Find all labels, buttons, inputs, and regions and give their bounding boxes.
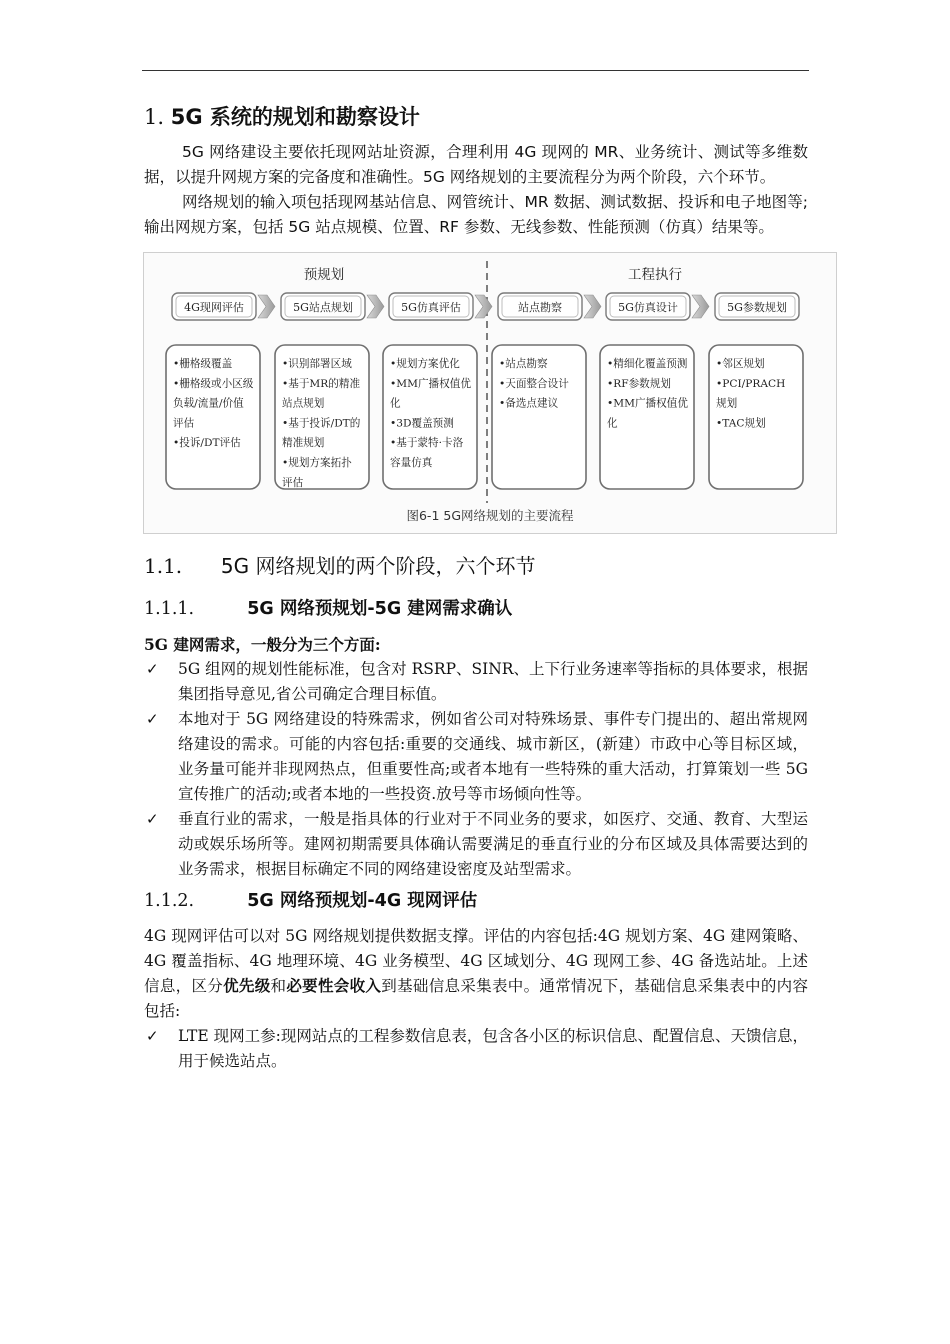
heading-1-1-2-title: 5G 网络预规划-4G 现网评估	[247, 891, 478, 911]
flow-step-label: 4G现网评估	[184, 301, 244, 314]
flow-detail-line: •基于MR的精准	[282, 377, 361, 390]
flow-diagram	[144, 253, 836, 533]
flow-detail-box	[275, 345, 369, 489]
flow-detail-line: •MM广播权值优	[607, 397, 688, 410]
heading-1-1-title: 5G 网络规划的两个阶段，六个环节	[220, 554, 536, 578]
heading-1-1-number: 1.1.	[144, 554, 183, 578]
list-item: ✓ LTE 现网工参:现网站点的工程参数信息表，包含各小区的标识信息、配置信息、天馈信息，用于候选站点。	[144, 1024, 808, 1074]
list-item: ✓ 5G 组网的规划性能标准，包含对 RSRP、SINR、上下行业务速率等指标的具体要求，根据集团指导意见,省公司确定合理目标值。	[144, 657, 808, 707]
chevron-arrow-icon	[475, 295, 492, 318]
flow-detail-line: •站点勘察	[499, 358, 548, 370]
flow-detail-line: •MM广播权值优	[390, 377, 471, 390]
flow-step-label: 5G参数规划	[727, 301, 787, 314]
flow-detail-line: 化	[607, 417, 618, 430]
flow-detail-line: •RF参数规划	[607, 377, 671, 390]
requirements-list	[144, 657, 808, 882]
check-icon: ✓	[146, 660, 159, 678]
flow-detail-line: 负载/流量/价值	[173, 397, 244, 410]
flow-detail-box	[383, 345, 477, 489]
flow-detail-line: 精准规划	[282, 437, 325, 450]
flow-step-label: 5G站点规划	[293, 301, 353, 314]
phase-title-left: 预规划	[303, 267, 345, 283]
flow-detail-box	[600, 345, 694, 489]
paragraph-io: 网络规划的输入项包括现网基站信息、网管统计、MR 数据、测试数据、投诉和电子地图等;输出网规方案，包括 5G 站点规模、位置、RF 参数、无线参数、性能预测（仿真）结果等。	[144, 193, 808, 236]
phase-title-right: 工程执行	[628, 267, 682, 283]
flow-step-label: 5G仿真评估	[401, 301, 461, 314]
flow-step-label: 站点勘察	[518, 301, 562, 314]
flow-detail-line: •天面整合设计	[499, 377, 569, 390]
flow-detail-line: 规划	[716, 397, 738, 410]
flow-step	[281, 293, 365, 320]
header-rule	[142, 70, 809, 71]
flow-step	[715, 293, 799, 320]
flow-detail-line: •邻区规划	[716, 358, 765, 370]
list-item: ✓ 垂直行业的需求，一般是指具体的行业对于不同业务的要求，如医疗、交通、教育、大型运动或娱乐场所等。建网初期需要具体确认需要满足的垂直行业的分布区域及具体需要达到的业务需求，根据目标确定不同的网络建设密度及站型需求。	[144, 807, 808, 882]
flow-detail-line: •3D覆盖预测	[390, 417, 454, 430]
flow-detail-line: 评估	[282, 476, 304, 489]
chevron-arrow-icon	[692, 295, 709, 318]
paragraph-intro: 5G 网络建设主要依托现网站址资源，合理利用 4G 现网的 MR、业务统计、测试等多维数据，以提升网规方案的完备度和准确性。5G 网络规划的主要流程分为两个阶段，六个环节。	[144, 143, 808, 186]
chevron-arrow-icon	[258, 295, 275, 318]
heading-1-1-1-number: 1.1.1.	[144, 599, 195, 619]
flow-detail-line: •规划方案拓扑	[282, 457, 352, 469]
bold-necessity: 必要性会收入	[286, 977, 382, 995]
heading-1-1-2	[144, 886, 808, 916]
collection-list	[144, 1024, 808, 1074]
flow-figure	[143, 252, 837, 534]
flow-detail-line: •TAC规划	[716, 417, 766, 430]
flow-detail-line: 化	[390, 397, 401, 410]
heading-1-1-1-title: 5G 网络预规划-5G 建网需求确认	[247, 599, 513, 619]
flow-detail-line: •投诉/DT评估	[173, 437, 241, 450]
list-item: ✓ 本地对于 5G 网络建设的特殊需求，例如省公司对特殊场景、事件专门提出的、超出常规网络建设的需求。可能的内容包括:重要的交通线、城市新区，(新建）市政中心等目标区域，业务量可能并非现网热点，但重要性高;或者本地有一些特殊的重大活动，打算策划一些 5G 宣传推广的活动;或者本地的一些投资.放号等市场倾向性等。	[144, 707, 808, 807]
flow-detail-box	[166, 345, 260, 489]
chevron-arrow-icon	[367, 295, 384, 318]
document-body	[144, 100, 808, 1074]
flow-step	[172, 293, 256, 320]
flow-detail-line: •识别部署区域	[282, 358, 352, 370]
heading-1-1-1	[144, 594, 808, 624]
flow-step	[389, 293, 473, 320]
bold-priority: 优先级	[223, 977, 271, 995]
flow-detail-line: 站点规划	[282, 397, 325, 410]
heading-1-number: 1.	[144, 105, 165, 129]
flow-detail-line: •栅格级覆盖	[173, 358, 233, 370]
flow-detail-line: •基于蒙特·卡洛	[390, 437, 464, 450]
figure-caption: 图6-1 5G网络规划的主要流程	[406, 508, 574, 523]
flow-detail-line: •备选点建议	[499, 397, 559, 410]
flow-step-label: 5G仿真设计	[618, 301, 678, 314]
heading-1-title: 5G 系统的规划和勘察设计	[170, 105, 420, 129]
check-icon: ✓	[146, 1027, 159, 1045]
flow-detail-box	[709, 345, 803, 489]
requirements-lead: 5G 建网需求，一般分为三个方面:	[144, 635, 381, 654]
flow-detail-line: •基于投诉/DT的	[282, 417, 361, 430]
heading-1	[144, 100, 808, 134]
chevron-arrow-icon	[584, 295, 601, 318]
flow-detail-line: 容量仿真	[390, 457, 433, 469]
flow-detail-box	[492, 345, 586, 489]
paragraph-4g-eval: 4G 现网评估可以对 5G 网络规划提供数据支撑。评估的内容包括:4G 规划方案、4G 建网策略、4G 覆盖指标、4G 地理环境、4G 业务模型、4G 区域划分、4G 现网工参、4G 备选站址。上述信息，区分优先级和必要性会收入到基础信息采集表中。通常情况下，基础信息采集表中的内容包括:	[144, 927, 808, 1020]
heading-1-1-2-number: 1.1.2.	[144, 891, 195, 911]
heading-1-1	[144, 550, 808, 582]
check-icon: ✓	[146, 710, 159, 728]
check-icon: ✓	[146, 810, 159, 828]
flow-detail-line: •栅格级或小区级	[173, 377, 254, 390]
flow-detail-line: •精细化覆盖预测	[607, 358, 688, 370]
flow-step	[498, 293, 582, 320]
flow-step	[606, 293, 690, 320]
flow-detail-line: 评估	[173, 417, 195, 430]
flow-detail-line: •PCI/PRACH	[716, 377, 786, 390]
flow-detail-line: •规划方案优化	[390, 358, 460, 370]
